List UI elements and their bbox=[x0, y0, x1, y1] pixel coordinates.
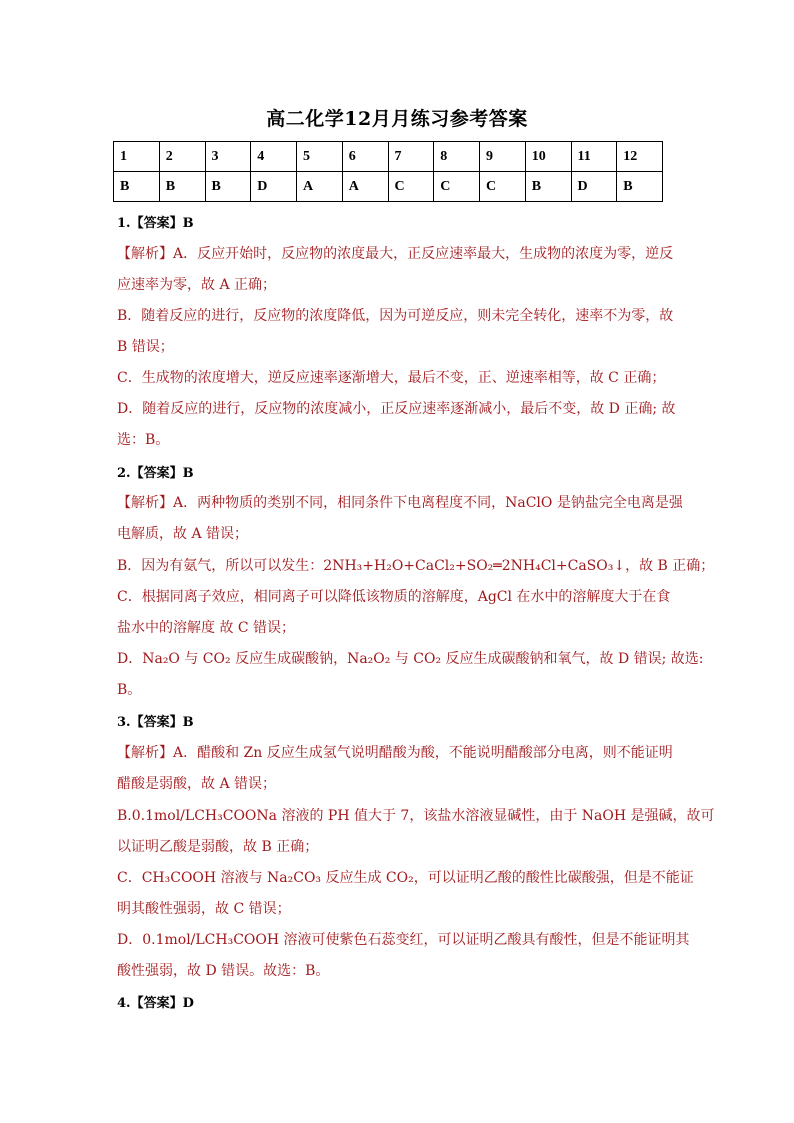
answer-cell: C bbox=[388, 172, 434, 202]
explanation-line: C．生成物的浓度增大，逆反应速率逐渐增大，最后不变，正、逆速率相等，故 C 正确； bbox=[117, 370, 666, 386]
explanation-line: 盐水中的溶解度 故 C 错误； bbox=[117, 620, 296, 636]
explanation-line: 电解质，故 A 错误； bbox=[117, 526, 249, 542]
answer-heading-4: 4.【答案】D bbox=[117, 996, 194, 1011]
answer-cell: B bbox=[525, 172, 571, 202]
question-number-cell: 9 bbox=[480, 142, 526, 172]
explanation-line: 【解析】A．反应开始时，反应物的浓度最大，正反应速率最大，生成物的浓度为零，逆反 bbox=[117, 246, 674, 262]
question-number-cell: 3 bbox=[205, 142, 251, 172]
explanation-line: D．0.1mol/LCH₃COOH 溶液可使紫色石蕊变红，可以证明乙酸具有酸性，但是不能证明其 bbox=[117, 932, 690, 948]
answer-heading-1: 1.【答案】B bbox=[117, 216, 194, 231]
answer-cell: B bbox=[159, 172, 205, 202]
question-number-cell: 2 bbox=[159, 142, 205, 172]
answer-cell: C bbox=[480, 172, 526, 202]
question-number-cell: 4 bbox=[251, 142, 297, 172]
explanation-line: D．随着反应的进行，反应物的浓度减小，正反应速率逐渐减小，最后不变，故 D 正确; 故 bbox=[117, 401, 676, 417]
answer-cell: B bbox=[205, 172, 251, 202]
answer-cell: D bbox=[571, 172, 617, 202]
answer-heading-3: 3.【答案】B bbox=[117, 715, 194, 730]
page-title: 高二化学12月月练习参考答案 bbox=[266, 108, 528, 130]
answer-cell: A bbox=[342, 172, 388, 202]
explanation-line: C．CH₃COOH 溶液与 Na₂CO₃ 反应生成 CO₂，可以证明乙酸的酸性比碳酸强，但是不能证 bbox=[117, 870, 694, 886]
question-number-cell: 12 bbox=[617, 142, 663, 172]
answer-cell: C bbox=[434, 172, 480, 202]
explanation-line: 酸性强弱，故 D 错误。故选：B。 bbox=[117, 963, 330, 979]
explanation-line: B 错误； bbox=[117, 339, 174, 355]
explanation-line: 以证明乙酸是弱酸，故 B 正确； bbox=[117, 839, 319, 855]
explanation-line: B.0.1mol/LCH₃COONa 溶液的 PH 值大于 7，该盐水溶液显碱性，由于 NaOH 是强碱，故可 bbox=[117, 808, 715, 824]
answer-cell: B bbox=[114, 172, 160, 202]
answer-cell: D bbox=[251, 172, 297, 202]
question-number-cell: 6 bbox=[342, 142, 388, 172]
explanation-line: B．随着反应的进行，反应物的浓度降低，因为可逆反应，则未完全转化，速率不为零，故 bbox=[117, 308, 674, 324]
answer-heading-2: 2.【答案】B bbox=[117, 466, 194, 481]
table-answer-row bbox=[114, 172, 663, 202]
table-header-row bbox=[114, 142, 663, 172]
answer-cell: A bbox=[297, 172, 343, 202]
question-number-cell: 10 bbox=[525, 142, 571, 172]
question-number-cell: 8 bbox=[434, 142, 480, 172]
answer-table bbox=[113, 141, 663, 202]
explanation-line: 【解析】A．两种物质的类别不同，相同条件下电离程度不同，NaClO 是钠盐完全电离是强 bbox=[117, 495, 683, 511]
answer-cell: B bbox=[617, 172, 663, 202]
question-number-cell: 1 bbox=[114, 142, 160, 172]
question-number-cell: 11 bbox=[571, 142, 617, 172]
explanation-line: 【解析】A．醋酸和 Zn 反应生成氢气说明醋酸为酸，不能说明醋酸部分电离，则不能证明 bbox=[117, 745, 673, 761]
explanation-line: 醋酸是弱酸，故 A 错误； bbox=[117, 776, 277, 792]
explanation-line: 明其酸性强弱，故 C 错误； bbox=[117, 901, 291, 917]
explanation-line: B。 bbox=[117, 682, 142, 698]
question-number-cell: 5 bbox=[297, 142, 343, 172]
explanation-line: 应速率为零，故 A 正确； bbox=[117, 277, 277, 293]
question-number-cell: 7 bbox=[388, 142, 434, 172]
explanation-line: D．Na₂O 与 CO₂ 反应生成碳酸钠，Na₂O₂ 与 CO₂ 反应生成碳酸钠和氧气，故 D 错误; 故选: bbox=[117, 651, 704, 667]
explanation-line: B．因为有氨气，所以可以发生：2NH₃+H₂O+CaCl₂+SO₂═2NH₄Cl+CaSO₃↓，故 B 正确； bbox=[117, 558, 715, 574]
explanation-line: 选：B。 bbox=[117, 432, 170, 448]
explanation-line: C．根据同离子效应，相同离子可以降低该物质的溶解度，AgCl 在水中的溶解度大于在食 bbox=[117, 589, 671, 605]
